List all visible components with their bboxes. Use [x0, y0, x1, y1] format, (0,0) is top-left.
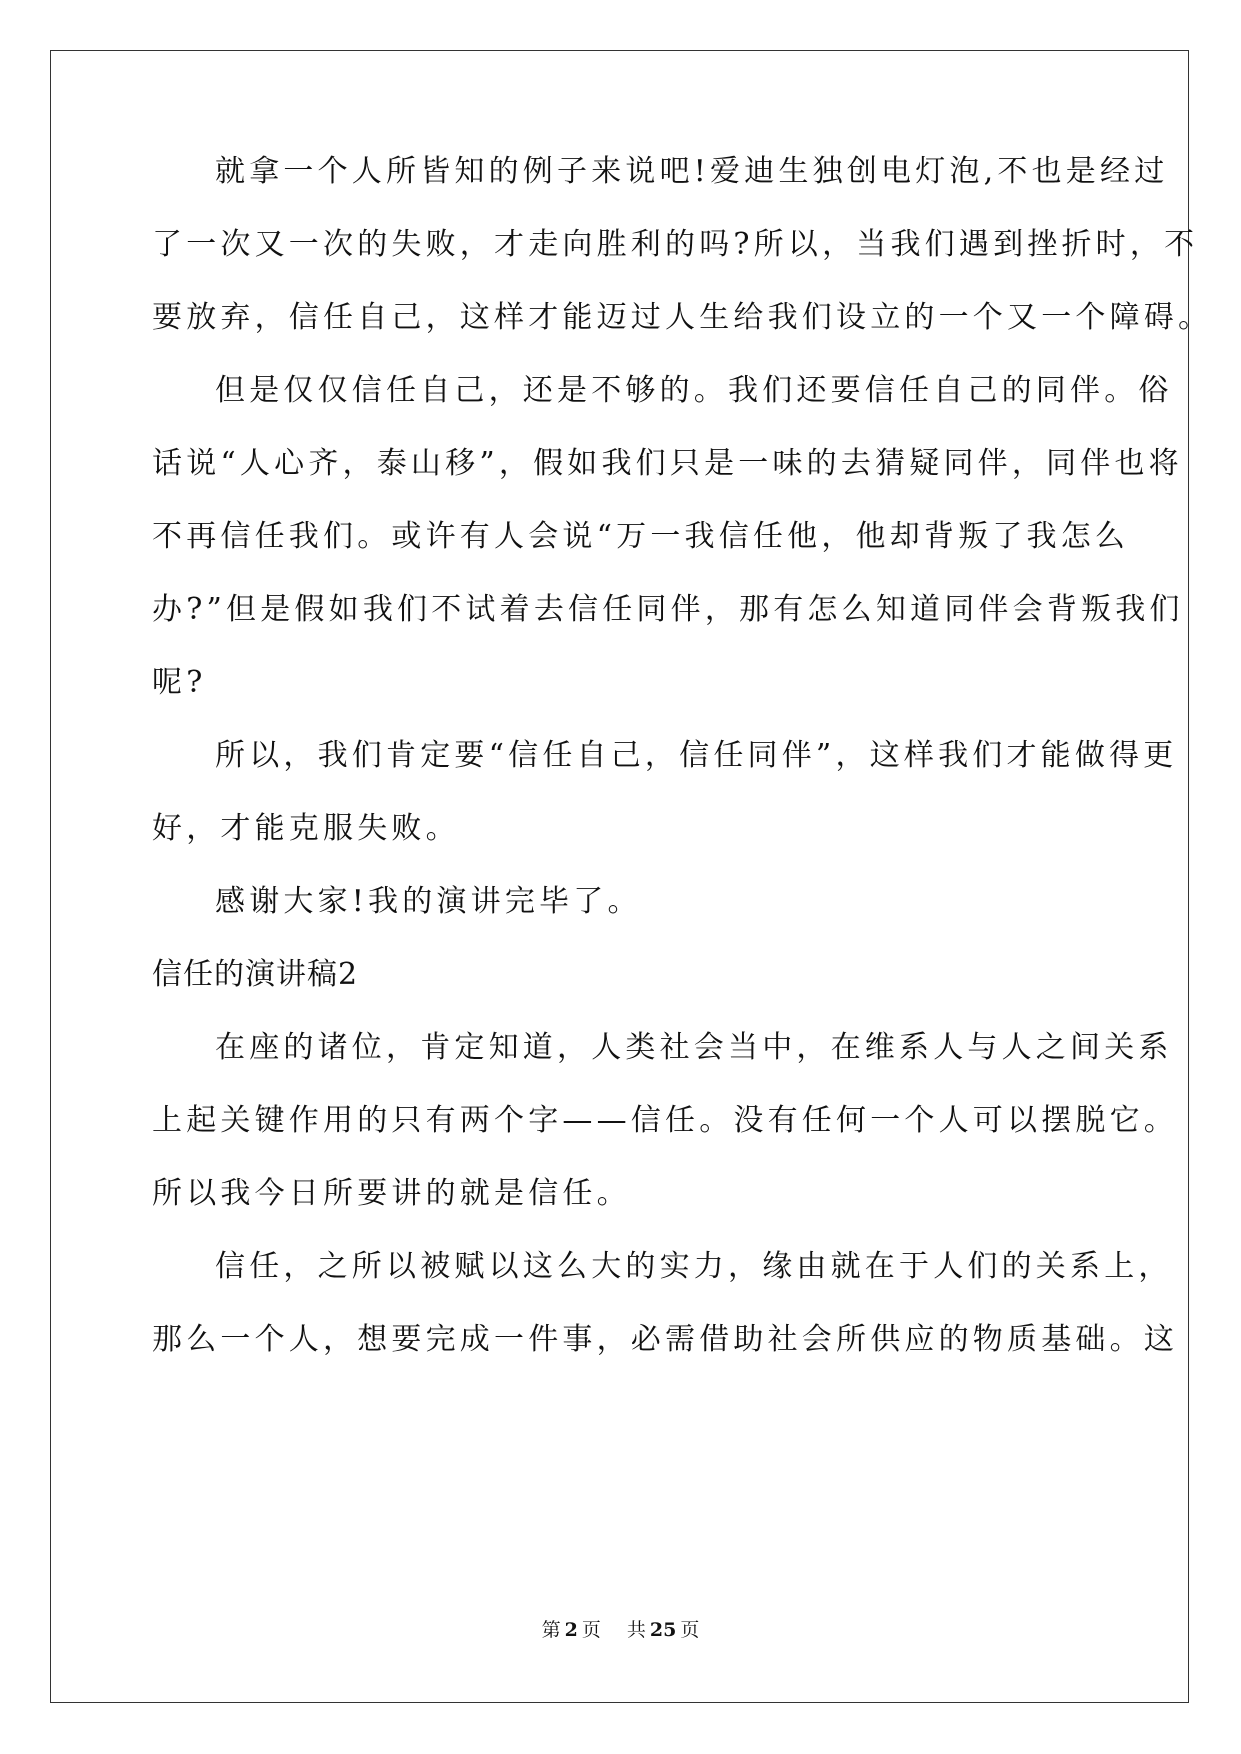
footer-total-prefix: 共: [626, 1619, 646, 1641]
text-line: 了一次又一次的失败，才走向胜利的吗?所以，当我们遇到挫折时，不: [152, 227, 1199, 262]
text-line: 就拿一个人所皆知的例子来说吧!爱迪生独创电灯泡,不也是经过: [215, 154, 1169, 189]
footer-page-suffix: 页: [581, 1619, 601, 1641]
text-line: 那么一个人，想要完成一件事，必需借助社会所供应的物质基础。这: [152, 1322, 1178, 1357]
text-line: 所以我今日所要讲的就是信任。: [152, 1176, 631, 1211]
text-line: 但是仅仅信任自己，还是不够的。我们还要信任自己的同伴。俗: [215, 373, 1173, 408]
footer-prefix: 第: [541, 1619, 561, 1641]
text-line: 信任，之所以被赋以这么大的实力，缘由就在于人们的关系上，: [215, 1249, 1173, 1284]
text-line: 话说“人心齐，泰山移”，假如我们只是一味的去猜疑同伴，同伴也将: [152, 446, 1183, 481]
total-page-count: 25: [649, 1619, 677, 1641]
current-page-number: 2: [564, 1619, 578, 1641]
text-line: 要放弃，信任自己，这样才能迈过人生给我们设立的一个又一个障碍。: [152, 300, 1213, 335]
text-line: 所以，我们肯定要“信任自己，信任同伴”，这样我们才能做得更: [215, 738, 1178, 773]
page-footer: [0, 1618, 1241, 1642]
text-line: 办?”但是假如我们不试着去信任同伴，那有怎么知道同伴会背叛我们: [152, 592, 1184, 627]
footer-total-suffix: 页: [680, 1619, 700, 1641]
section-heading: 信任的演讲稿2: [152, 957, 359, 992]
text-line: 不再信任我们。或许有人会说“万一我信任他，他却背叛了我怎么: [152, 519, 1130, 554]
text-line: 上起关键作用的只有两个字——信任。没有任何一个人可以摆脱它。: [152, 1103, 1178, 1138]
text-line: 感谢大家!我的演讲完毕了。: [215, 884, 642, 919]
text-line: 好，才能克服失败。: [152, 811, 460, 846]
text-line: 在座的诸位，肯定知道，人类社会当中，在维系人与人之间关系: [215, 1030, 1173, 1065]
text-line: 呢?: [152, 665, 207, 700]
